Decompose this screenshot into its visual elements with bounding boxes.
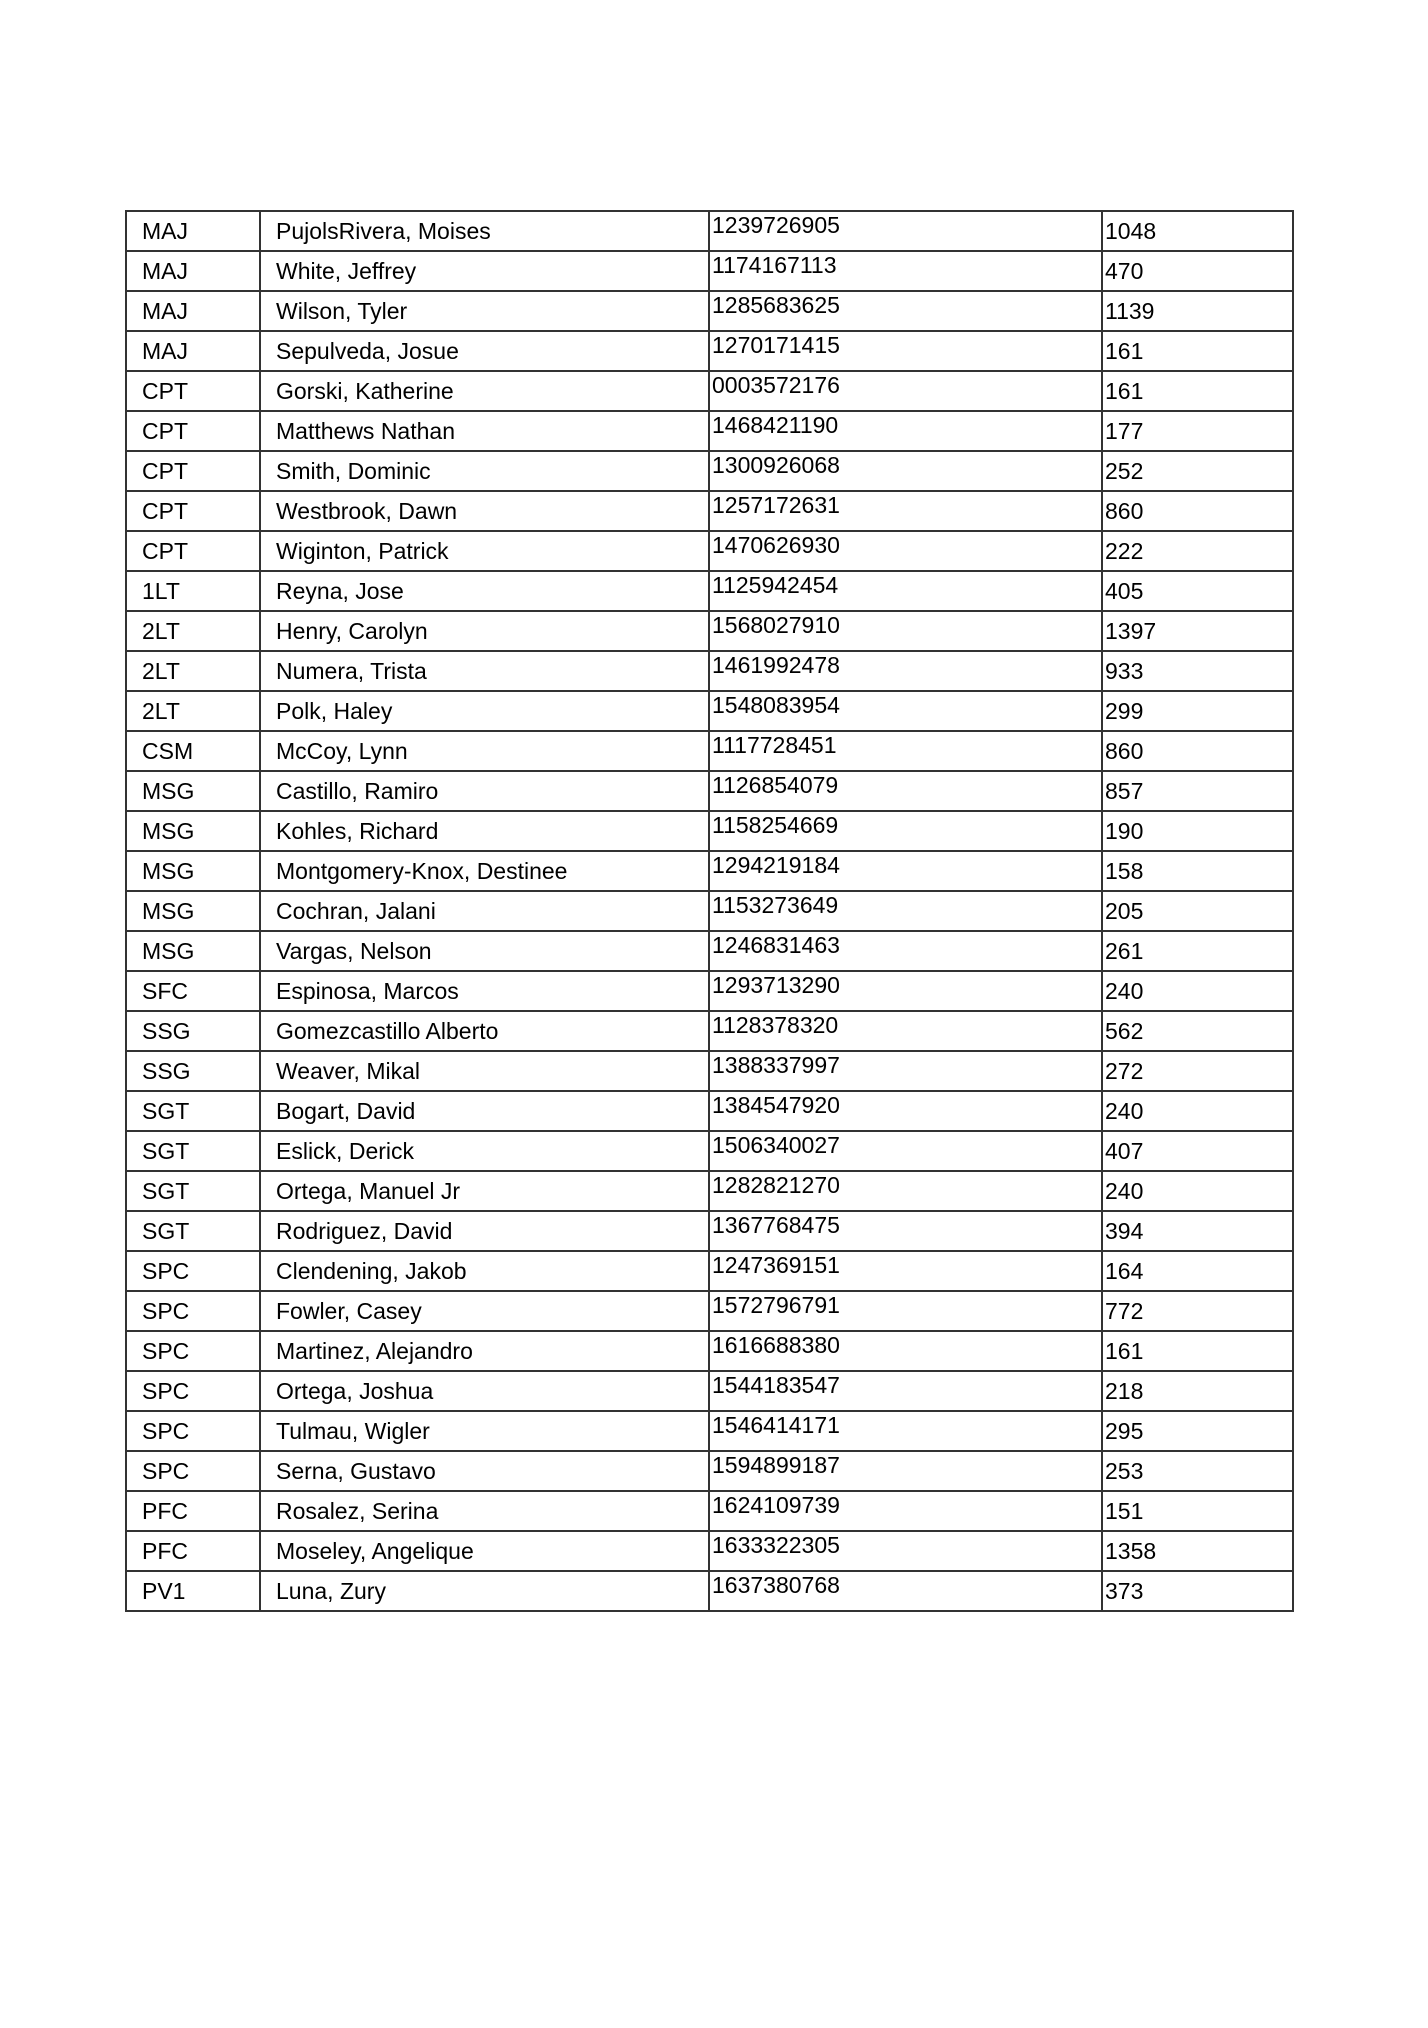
table-row [126,691,1293,731]
value-cell: 252 [1102,451,1293,491]
id-number-cell: 1506340027 [709,1131,1102,1171]
table-row [126,1491,1293,1531]
id-number-cell: 1239726905 [709,211,1102,251]
table-row [126,331,1293,371]
table-row [126,931,1293,971]
roster-table-body [126,211,1293,1611]
id-number-cell: 1174167113 [709,251,1102,291]
name-cell: Espinosa, Marcos [260,971,709,1011]
table-row [126,731,1293,771]
table-row [126,611,1293,651]
rank-cell: CPT [126,451,260,491]
value-cell: 860 [1102,491,1293,531]
id-number-cell: 1294219184 [709,851,1102,891]
rank-cell: CPT [126,531,260,571]
table-row [126,1331,1293,1371]
name-cell: Kohles, Richard [260,811,709,851]
id-number-cell: 1126854079 [709,771,1102,811]
table-row [126,851,1293,891]
rank-cell: 2LT [126,611,260,651]
rank-cell: CPT [126,371,260,411]
rank-cell: SSG [126,1051,260,1091]
table-row [126,531,1293,571]
rank-cell: SPC [126,1331,260,1371]
name-cell: Vargas, Nelson [260,931,709,971]
id-number-cell: 1293713290 [709,971,1102,1011]
id-number-cell: 1285683625 [709,291,1102,331]
table-row [126,1091,1293,1131]
value-cell: 272 [1102,1051,1293,1091]
rank-cell: MSG [126,811,260,851]
table-row [126,1411,1293,1451]
id-number-cell: 1616688380 [709,1331,1102,1371]
name-cell: Matthews Nathan [260,411,709,451]
rank-cell: MAJ [126,291,260,331]
name-cell: Gomezcastillo Alberto [260,1011,709,1051]
value-cell: 222 [1102,531,1293,571]
name-cell: Ortega, Manuel Jr [260,1171,709,1211]
name-cell: Sepulveda, Josue [260,331,709,371]
id-number-cell: 1544183547 [709,1371,1102,1411]
name-cell: Bogart, David [260,1091,709,1131]
rank-cell: SPC [126,1251,260,1291]
name-cell: Wiginton, Patrick [260,531,709,571]
value-cell: 161 [1102,371,1293,411]
id-number-cell: 1128378320 [709,1011,1102,1051]
rank-cell: SGT [126,1171,260,1211]
value-cell: 190 [1102,811,1293,851]
value-cell: 218 [1102,1371,1293,1411]
id-number-cell: 1470626930 [709,531,1102,571]
rank-cell: PV1 [126,1571,260,1611]
table-row [126,251,1293,291]
table-row [126,291,1293,331]
name-cell: PujolsRivera, Moises [260,211,709,251]
value-cell: 1139 [1102,291,1293,331]
id-number-cell: 1548083954 [709,691,1102,731]
value-cell: 299 [1102,691,1293,731]
table-row [126,1531,1293,1571]
id-number-cell: 1594899187 [709,1451,1102,1491]
value-cell: 158 [1102,851,1293,891]
table-row [126,1571,1293,1611]
rank-cell: SPC [126,1371,260,1411]
value-cell: 240 [1102,1091,1293,1131]
rank-cell: SSG [126,1011,260,1051]
name-cell: Ortega, Joshua [260,1371,709,1411]
name-cell: Luna, Zury [260,1571,709,1611]
name-cell: Polk, Haley [260,691,709,731]
name-cell: Rosalez, Serina [260,1491,709,1531]
table-row [126,971,1293,1011]
table-row [126,771,1293,811]
table-row [126,451,1293,491]
table-row [126,651,1293,691]
rank-cell: SPC [126,1411,260,1451]
table-row [126,1171,1293,1211]
name-cell: Smith, Dominic [260,451,709,491]
rank-cell: MSG [126,891,260,931]
id-number-cell: 1461992478 [709,651,1102,691]
table-row [126,1011,1293,1051]
id-number-cell: 1388337997 [709,1051,1102,1091]
name-cell: McCoy, Lynn [260,731,709,771]
rank-cell: MAJ [126,211,260,251]
rank-cell: MAJ [126,331,260,371]
rank-cell: CPT [126,411,260,451]
value-cell: 205 [1102,891,1293,931]
name-cell: Clendening, Jakob [260,1251,709,1291]
value-cell: 1048 [1102,211,1293,251]
table-row [126,1451,1293,1491]
rank-cell: 1LT [126,571,260,611]
rank-cell: MAJ [126,251,260,291]
name-cell: Reyna, Jose [260,571,709,611]
rank-cell: SPC [126,1291,260,1331]
name-cell: Westbrook, Dawn [260,491,709,531]
id-number-cell: 1247369151 [709,1251,1102,1291]
rank-cell: SGT [126,1211,260,1251]
rank-cell: SPC [126,1451,260,1491]
value-cell: 857 [1102,771,1293,811]
id-number-cell: 1270171415 [709,331,1102,371]
table-row [126,1211,1293,1251]
value-cell: 933 [1102,651,1293,691]
value-cell: 164 [1102,1251,1293,1291]
id-number-cell: 1468421190 [709,411,1102,451]
rank-cell: SFC [126,971,260,1011]
value-cell: 261 [1102,931,1293,971]
table-row [126,1131,1293,1171]
value-cell: 151 [1102,1491,1293,1531]
value-cell: 240 [1102,971,1293,1011]
rank-cell: CPT [126,491,260,531]
rank-cell: SGT [126,1091,260,1131]
value-cell: 1358 [1102,1531,1293,1571]
table-row [126,411,1293,451]
id-number-cell: 1624109739 [709,1491,1102,1531]
table-row [126,211,1293,251]
table-row [126,1291,1293,1331]
id-number-cell: 1568027910 [709,611,1102,651]
value-cell: 394 [1102,1211,1293,1251]
id-number-cell: 1246831463 [709,931,1102,971]
table-row [126,371,1293,411]
rank-cell: MSG [126,851,260,891]
id-number-cell: 1257172631 [709,491,1102,531]
name-cell: Martinez, Alejandro [260,1331,709,1371]
table-row [126,1371,1293,1411]
table-row [126,1251,1293,1291]
rank-cell: 2LT [126,651,260,691]
id-number-cell: 1282821270 [709,1171,1102,1211]
id-number-cell: 1158254669 [709,811,1102,851]
name-cell: Eslick, Derick [260,1131,709,1171]
name-cell: Tulmau, Wigler [260,1411,709,1451]
id-number-cell: 1546414171 [709,1411,1102,1451]
rank-cell: 2LT [126,691,260,731]
id-number-cell: 1125942454 [709,571,1102,611]
table-row [126,491,1293,531]
value-cell: 860 [1102,731,1293,771]
value-cell: 295 [1102,1411,1293,1451]
name-cell: Weaver, Mikal [260,1051,709,1091]
value-cell: 177 [1102,411,1293,451]
id-number-cell: 1572796791 [709,1291,1102,1331]
name-cell: Castillo, Ramiro [260,771,709,811]
id-number-cell: 1153273649 [709,891,1102,931]
id-number-cell: 1117728451 [709,731,1102,771]
value-cell: 470 [1102,251,1293,291]
rank-cell: CSM [126,731,260,771]
name-cell: Henry, Carolyn [260,611,709,651]
roster-table [125,210,1294,1612]
name-cell: Montgomery-Knox, Destinee [260,851,709,891]
name-cell: Cochran, Jalani [260,891,709,931]
id-number-cell: 1367768475 [709,1211,1102,1251]
rank-cell: MSG [126,931,260,971]
rank-cell: SGT [126,1131,260,1171]
table-row [126,811,1293,851]
id-number-cell: 0003572176 [709,371,1102,411]
value-cell: 562 [1102,1011,1293,1051]
table-row [126,1051,1293,1091]
rank-cell: PFC [126,1491,260,1531]
value-cell: 161 [1102,331,1293,371]
rank-cell: MSG [126,771,260,811]
name-cell: White, Jeffrey [260,251,709,291]
value-cell: 253 [1102,1451,1293,1491]
value-cell: 240 [1102,1171,1293,1211]
name-cell: Gorski, Katherine [260,371,709,411]
table-row [126,571,1293,611]
rank-cell: PFC [126,1531,260,1571]
name-cell: Moseley, Angelique [260,1531,709,1571]
id-number-cell: 1384547920 [709,1091,1102,1131]
value-cell: 405 [1102,571,1293,611]
name-cell: Rodriguez, David [260,1211,709,1251]
id-number-cell: 1300926068 [709,451,1102,491]
id-number-cell: 1637380768 [709,1571,1102,1611]
name-cell: Wilson, Tyler [260,291,709,331]
value-cell: 373 [1102,1571,1293,1611]
value-cell: 407 [1102,1131,1293,1171]
value-cell: 1397 [1102,611,1293,651]
name-cell: Numera, Trista [260,651,709,691]
id-number-cell: 1633322305 [709,1531,1102,1571]
table-row [126,891,1293,931]
value-cell: 772 [1102,1291,1293,1331]
value-cell: 161 [1102,1331,1293,1371]
name-cell: Serna, Gustavo [260,1451,709,1491]
name-cell: Fowler, Casey [260,1291,709,1331]
